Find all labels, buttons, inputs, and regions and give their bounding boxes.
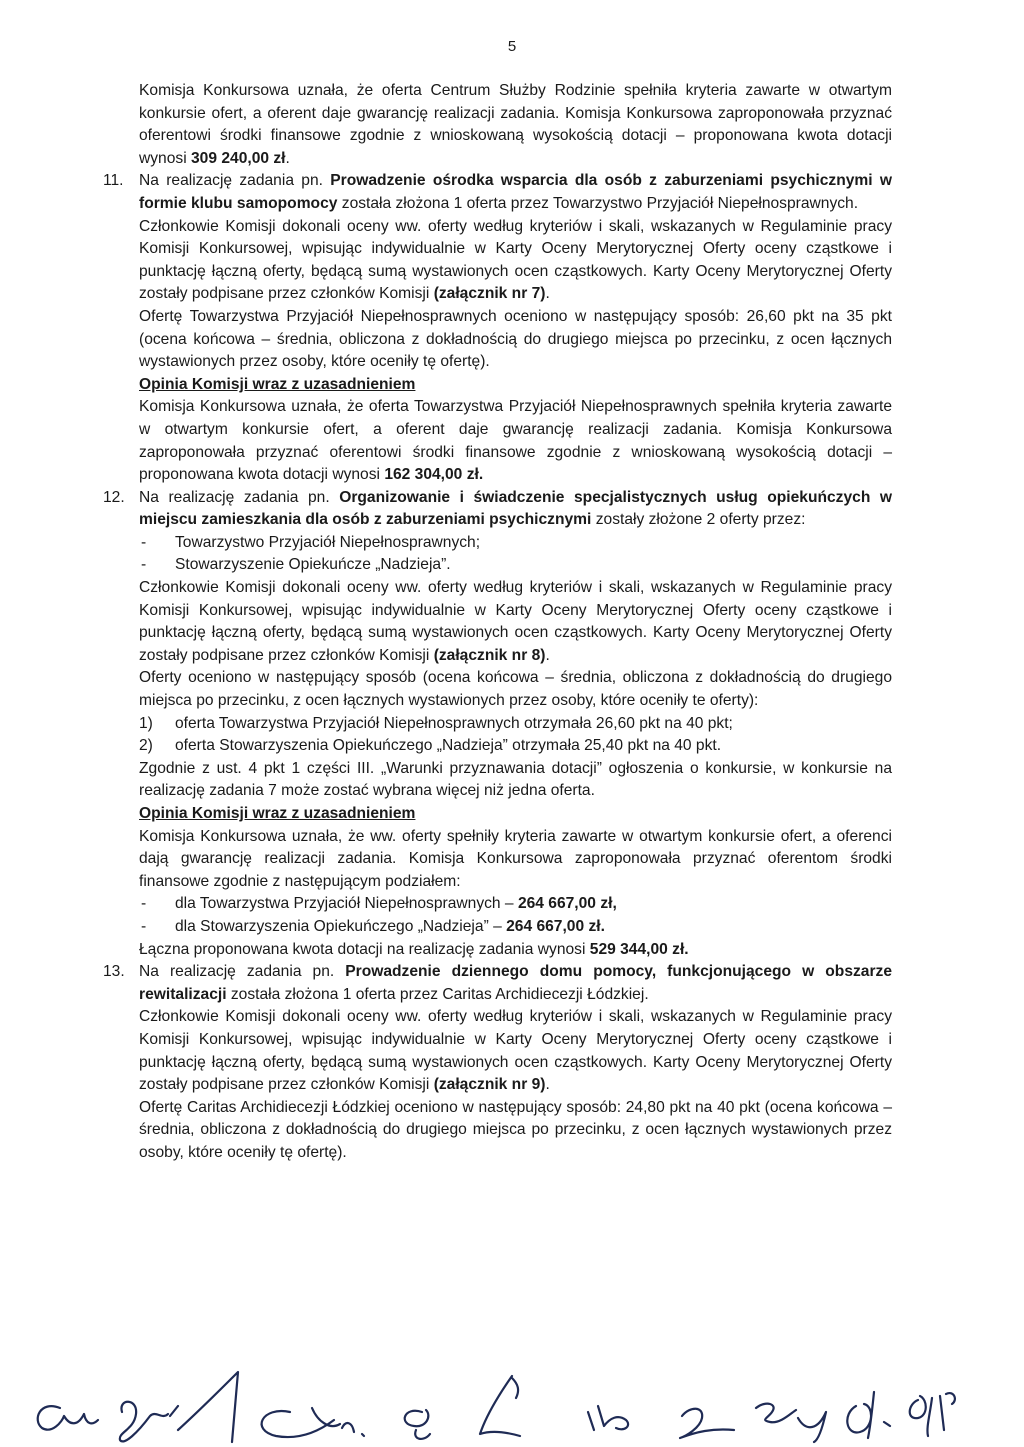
attachment-ref: (załącznik nr 9) <box>433 1076 546 1094</box>
handwritten-signatures <box>0 1370 1024 1445</box>
list-item: 1) oferta Towarzystwa Przyjaciół Niepełnosprawnych otrzymała 26,60 pkt na 40 pkt; <box>139 714 733 732</box>
score-paragraph: Ofertę Caritas Archidiecezji Łódzkiej oceniono w następujący sposób: 24,80 pkt na 40 pkt (ocena końcowa – średnia, obliczona z dokładnością do drugiego miejsca po przecinku, z ocen łącznych wystawionych przez osoby, które oceniły tę ofertę). <box>139 1098 892 1161</box>
opinion-heading: Opinia Komisji wraz z uzasadnieniem <box>139 805 416 822</box>
task-title: Prowadzenie dziennego domu pomocy, funkcjonującego w obszarze rewitalizacji <box>139 963 893 1003</box>
section-11: 11. Na realizację zadania pn. Prowadzenie ośrodka wsparcia dla osób z zaburzeniami psychicznymi w formie klubu samopomocy została złożona 1 oferta przez Towarzystwo Przyjaciół Niepełnosprawnych. <box>103 172 892 212</box>
amount: 529 344,00 zł. <box>589 940 689 958</box>
signature-mark <box>38 1406 98 1429</box>
opinion-paragraph: Komisja Konkursowa uznała, że oferta Towarzystwa Przyjaciół Niepełnosprawnych spełniła kryteria zawarte w otwartym konkursie ofert, a oferent daje gwarancję realizacji zadania. Komisja Konkursowa zaproponowała przyznać oferentowi środki finansowe zgodnie z wnioskowaną wysokością dotacji – proponowana kwota dotacji wynosi 162 304,00 zł. <box>139 398 892 484</box>
paragraph-opinion-csr: Komisja Konkursowa uznała, że oferta Centrum Służby Rodzinie spełniła kryteria zawarte w otwartym konkursie ofert, a oferent daje gwarancję realizacji zadania. Komisja Konkursowa zaproponowała przyznać oferentowi środki finansowe zgodnie z wnioskowaną wysokością dotacji – proponowana kwota dotacji wynosi 309 240,00 zł. <box>139 82 892 167</box>
section-number: 12. <box>103 488 125 506</box>
evaluation-paragraph: Członkowie Komisji dokonali oceny ww. oferty według kryteriów i skali, wskazanych w Regulaminie pracy Komisji Konkursowej, wpisując indywidualnie w Karty Oceny Merytorycznej Oferty oceny cząstkowe i punktację łączną oferty, będącą sumą wystawionych ocen cząstkowych. Karty Oceny Merytorycznej Oferty zostały podpisane przez członków Komisji (załącznik nr 9). <box>139 1008 892 1094</box>
list-item: 2) oferta Stowarzyszenia Opiekuńczego „Nadzieja” otrzymała 25,40 pkt na 40 pkt. <box>139 737 722 755</box>
section-12: 12. Na realizację zadania pn. Organizowanie i świadczenie specjalistycznych usług opiekuńczych w miejscu zamieszkania dla osób z zaburzeniami psychicznymi zostały złożone 2 oferty przez: <box>103 488 892 529</box>
list-item: - Towarzystwo Przyjaciół Niepełnosprawnych; <box>141 533 481 551</box>
amount: 309 240,00 zł <box>191 149 286 167</box>
signature-mark <box>405 1410 430 1439</box>
list-item: - dla Stowarzyszenia Opiekuńczego „Nadzieja” – 264 667,00 zł. <box>141 917 605 935</box>
score-paragraph: Ofertę Towarzystwa Przyjaciół Niepełnosprawnych oceniono w następujący sposób: 26,60 pkt na 35 pkt (ocena końcowa – średnia, obliczona z dokładnością do drugiego miejsca po przecinku, z ocen łącznych wystawionych przez osoby, które oceniły tę ofertę). <box>139 307 892 371</box>
list-item: - dla Towarzystwa Przyjaciół Niepełnosprawnych – 264 667,00 zł, <box>141 895 617 913</box>
total-paragraph: Łączna proponowana kwota dotacji na realizację zadania wynosi 529 344,00 zł. <box>139 940 689 958</box>
page-number: 5 <box>507 38 517 55</box>
opinion-paragraph: Komisja Konkursowa uznała, że ww. oferty spełniły kryteria zawarte w otwartym konkursie ofert, a oferenci dają gwarancję realizacji zadania. Komisja Konkursowa zaproponowała przyznać oferentom środki finansowe zgodnie z następującym podziałem: <box>139 827 892 890</box>
attachment-ref: (załącznik nr 7) <box>433 285 546 303</box>
signature-mark <box>588 1406 628 1430</box>
section-number: 11. <box>103 172 124 190</box>
amount: 162 304,00 zł. <box>384 466 484 484</box>
task-title: Organizowanie i świadczenie specjalistycznych usług opiekuńczych w miejscu zamieszkania dla osób z zaburzeniami psychicznymi <box>139 488 892 529</box>
evaluation-paragraph: Członkowie Komisji dokonali oceny ww. oferty według kryteriów i skali, wskazanych w Regulaminie pracy Komisji Konkursowej, wpisując indywidualnie w Karty Oceny Merytorycznej Oferty oceny cząstkowe i punktację łączną oferty, będącą sumą wystawionych ocen cząstkowych. Karty Oceny Merytorycznej Oferty zostały podpisane przez członków Komisji (załącznik nr 8). <box>139 579 892 664</box>
signature-mark <box>910 1393 955 1436</box>
attachment-ref: (załącznik nr 8) <box>433 646 546 664</box>
document-body <box>0 80 1024 1165</box>
signature-mark <box>847 1392 890 1438</box>
signature-mark <box>120 1402 178 1442</box>
signature-mark <box>680 1409 734 1438</box>
section-number: 13. <box>103 963 125 981</box>
opinion-heading: Opinia Komisji wraz z uzasadnieniem <box>139 375 416 393</box>
task-title: Prowadzenie ośrodka wsparcia dla osób z zaburzeniami psychicznymi w formie klubu samopomocy <box>139 172 892 212</box>
signature-mark <box>480 1376 520 1436</box>
list-item: - Stowarzyszenie Opiekuńcze „Nadzieja”. <box>141 556 451 574</box>
section-13: 13. Na realizację zadania pn. Prowadzenie dziennego domu pomocy, funkcjonującego w obszarze rewitalizacji została złożona 1 oferta przez Caritas Archidiecezji Łódzkiej. <box>103 963 893 1003</box>
signature-mark <box>756 1404 826 1442</box>
signature-mark <box>262 1408 364 1437</box>
signature-mark <box>178 1372 238 1442</box>
note-paragraph: Zgodnie z ust. 4 pkt 1 części III. „Warunki przyznawania dotacji” ogłoszenia o konkursie, w konkursie na realizację zadania 7 może zostać wybrana więcej niż jedna oferta. <box>139 759 892 800</box>
scores-intro: Oferty oceniono w następujący sposób (ocena końcowa – średnia, obliczona z dokładnością do drugiego miejsca po przecinku, z ocen łącznych wystawionych przez osoby, które oceniły te oferty): <box>139 669 892 710</box>
evaluation-paragraph: Członkowie Komisji dokonali oceny ww. oferty według kryteriów i skali, wskazanych w Regulaminie pracy Komisji Konkursowej, wpisując indywidualnie w Karty Oceny Merytorycznej Oferty oceny cząstkowe i punktację łączną oferty, będącą sumą wystawionych ocen cząstkowych. Karty Oceny Merytorycznej Oferty zostały podpisane przez członków Komisji (załącznik nr 7). <box>139 217 892 303</box>
